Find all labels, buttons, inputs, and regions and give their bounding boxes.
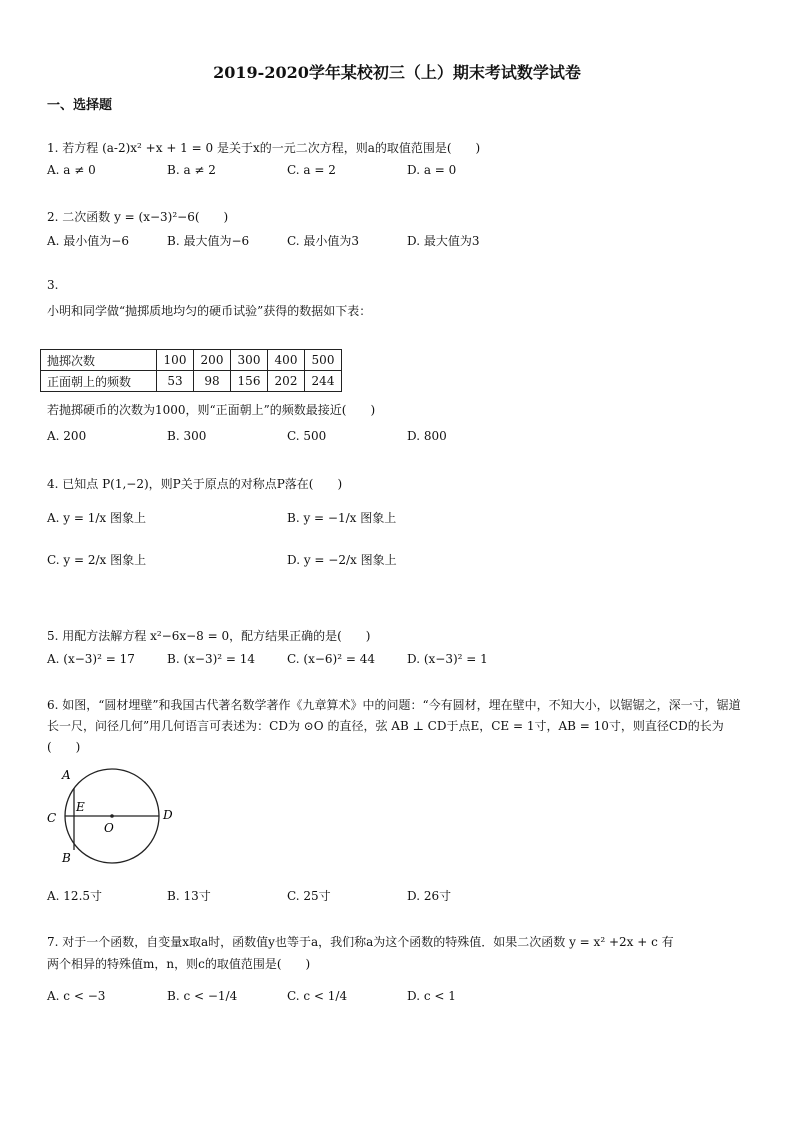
q1-option-b[interactable]: B. a ≠ 2 <box>167 163 216 177</box>
table-row-label: 正面朝上的频数 <box>41 371 157 392</box>
q4-option-d[interactable]: D. y = −2/x 图象上 <box>287 553 397 567</box>
question-3-followup: 若抛掷硬币的次数为1000，则“正面朝上”的频数最接近( ) <box>47 403 376 417</box>
q2-option-c[interactable]: C. 最小值为3 <box>287 234 360 248</box>
q4-option-a[interactable]: A. y = 1/x 图象上 <box>47 511 147 525</box>
section-heading: 一、选择题 <box>47 98 113 113</box>
q2-option-d[interactable]: D. 最大值为3 <box>407 234 480 248</box>
label-a: A <box>62 768 71 782</box>
q3-option-c[interactable]: C. 500 <box>287 429 327 443</box>
table-cell: 100 <box>157 350 194 371</box>
label-d: D <box>163 808 173 822</box>
q5-option-c[interactable]: C. (x−6)² = 44 <box>287 652 375 666</box>
q7-option-d[interactable]: D. c < 1 <box>407 989 456 1003</box>
q3-option-a[interactable]: A. 200 <box>47 429 87 443</box>
q7-option-c[interactable]: C. c < 1/4 <box>287 989 348 1003</box>
table-cell: 500 <box>305 350 342 371</box>
table-cell: 400 <box>268 350 305 371</box>
table-cell: 156 <box>231 371 268 392</box>
q1-option-d[interactable]: D. a = 0 <box>407 163 457 177</box>
q6-option-c[interactable]: C. 25寸 <box>287 889 331 903</box>
q3-option-b[interactable]: B. 300 <box>167 429 207 443</box>
question-3-number: 3. <box>47 278 59 292</box>
q5-option-a[interactable]: A. (x−3)² = 17 <box>47 652 135 666</box>
q2-option-b[interactable]: B. 最大值为−6 <box>167 234 250 248</box>
table-cell: 200 <box>194 350 231 371</box>
table-row <box>41 350 342 371</box>
page-title: 2019-2020学年某校初三（上）期末考试数学试卷 <box>213 63 581 82</box>
q4-option-b[interactable]: B. y = −1/x 图象上 <box>287 511 397 525</box>
question-7-stem-line1: 7. 对于一个函数，自变量x取a时，函数值y也等于a，我们称a为这个函数的特殊值．如果二次函数 y = x² +2x + c 有 <box>47 935 674 949</box>
table-cell: 53 <box>157 371 194 392</box>
q5-option-d[interactable]: D. (x−3)² = 1 <box>407 652 488 666</box>
question-2-stem: 2. 二次函数 y = (x−3)²−6( ) <box>47 210 229 224</box>
circle-figure <box>42 766 182 870</box>
center-point <box>110 814 114 818</box>
q6-option-a[interactable]: A. 12.5寸 <box>47 889 103 903</box>
question-6-stem: 6. 如图，“圆材埋壁”和我国古代著名数学著作《九章算术》中的问题：“今有圆材，埋在壁中，不知大小，以锯锯之，深一寸，锯道长一尺，问径几何”用几何语言可表述为：CD为 ⊙O 的直径，弦 AB ⊥ CD于点E，CE = 1寸，AB = 10寸，则直径CD的长为( ) <box>47 698 741 754</box>
q2-option-a[interactable]: A. 最小值为−6 <box>47 234 129 248</box>
table-row <box>41 371 342 392</box>
q1-option-c[interactable]: C. a = 2 <box>287 163 336 177</box>
q6-option-d[interactable]: D. 26寸 <box>407 889 452 903</box>
table-cell: 300 <box>231 350 268 371</box>
label-o: O <box>104 821 114 835</box>
question-5-stem: 5. 用配方法解方程 x²−6x−8 = 0，配方结果正确的是( ) <box>47 629 371 643</box>
question-3-stem: 小明和同学做“抛掷质地均匀的硬币试验”获得的数据如下表： <box>47 304 372 318</box>
label-b: B <box>62 851 71 865</box>
q7-option-a[interactable]: A. c < −3 <box>47 989 106 1003</box>
question-7-stem-line2: 两个相异的特殊值m，n，则c的取值范围是( ) <box>47 957 311 971</box>
table-cell: 244 <box>305 371 342 392</box>
table-cell: 202 <box>268 371 305 392</box>
question-1-stem: 1. 若方程 (a-2)x² +x + 1 = 0 是关于x的一元二次方程，则a的取值范围是( ) <box>47 141 481 155</box>
q6-option-b[interactable]: B. 13寸 <box>167 889 211 903</box>
table-row-label: 抛掷次数 <box>41 350 157 371</box>
q3-option-d[interactable]: D. 800 <box>407 429 447 443</box>
q7-option-b[interactable]: B. c < −1/4 <box>167 989 238 1003</box>
frequency-table <box>40 349 342 392</box>
q1-option-a[interactable]: A. a ≠ 0 <box>47 163 96 177</box>
label-e: E <box>76 800 85 814</box>
label-c: C <box>47 811 57 825</box>
question-4-stem: 4. 已知点 P(1,−2)，则P关于原点的对称点P落在( ) <box>47 477 343 491</box>
q4-option-c[interactable]: C. y = 2/x 图象上 <box>47 553 147 567</box>
table-cell: 98 <box>194 371 231 392</box>
q5-option-b[interactable]: B. (x−3)² = 14 <box>167 652 256 666</box>
